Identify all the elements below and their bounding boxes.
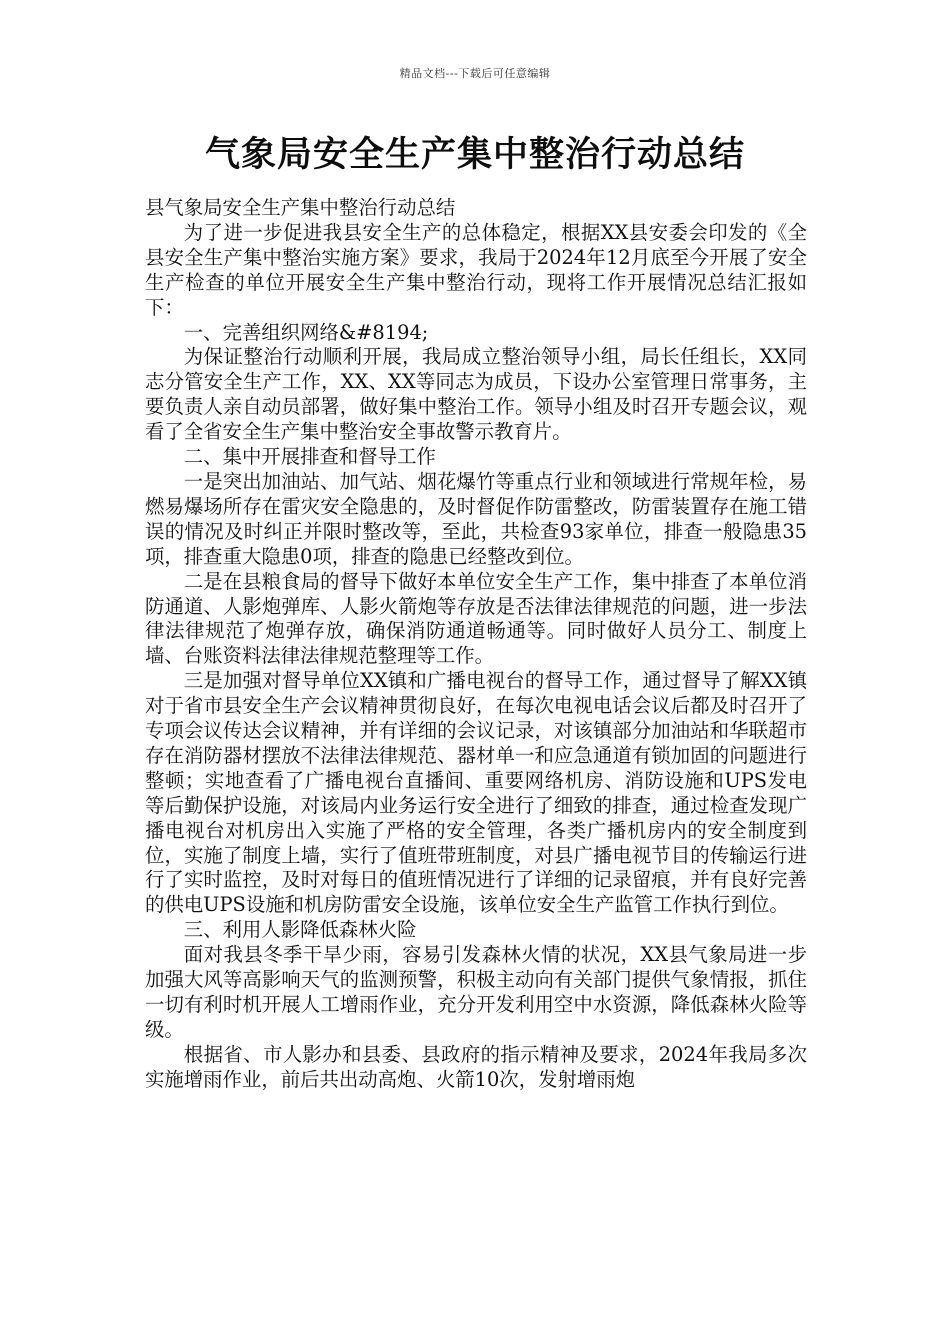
document-body bbox=[145, 196, 807, 1093]
section-heading-2: 二、集中开展排查和督导工作 bbox=[183, 445, 436, 469]
paragraph-inspection-1: 一是突出加油站、加气站、烟花爆竹等重点行业和领域进行常规年检，易燃易爆场所存在雷灾安全隐患的，及时督促作防雷整改，防雷装置存在施工错误的情况及时纠正并限时整改等，至此，共检查93家单位，排查一般隐患35项，排查重大隐患0项，排查的隐患已经整改到位。 bbox=[145, 469, 807, 568]
paragraph-inspection-2: 二是在县粮食局的督导下做好本单位安全生产工作，集中排查了本单位消防通道、人影炮弹库、人影火箭炮等存放是否法律法律规范的问题，进一步法律法律规范了炮弹存放，确保消防通道畅通等。同时做好人员分工、制度上墙、台账资料法律法律规范整理等工作。 bbox=[145, 569, 807, 668]
paragraph-organization: 为保证整治行动顺利开展，我局成立整治领导小组，局长任组长，XX同志分管安全生产工作，XX、XX等同志为成员，下设办公室管理日常事务，主要负责人亲自动员部署，做好集中整治工作。领导小组及时召开专题会议，观看了全省安全生产集中整治安全事故警示教育片。 bbox=[145, 345, 807, 444]
paragraph-intro: 为了进一步促进我县安全生产的总体稳定，根据XX县安委会印发的《全县安全生产集中整治实施方案》要求，我局于2024年12月底至今开展了安全生产检查的单位开展安全生产集中整治行动，现将工作开展情况总结汇报如下： bbox=[145, 220, 807, 319]
section-heading-1: 一、完善组织网络&#8194; bbox=[183, 320, 429, 344]
paragraph-rain-operations: 根据省、市人影办和县委、县政府的指示精神及要求，2024年我局多次实施增雨作业，前后共出动高炮、火箭10次，发射增雨炮 bbox=[145, 1042, 807, 1091]
document-title: 气象局安全生产集中整治行动总结 bbox=[204, 135, 745, 175]
paragraph-inspection-3: 三是加强对督导单位XX镇和广播电视台的督导工作，通过督导了解XX镇对于省市县安全生产会议精神贯彻良好，在每次电视电话会议后都及时召开了专项会议传达会议精神，并有详细的会议记录，对该镇部分加油站和华联超市存在消防器材摆放不法律法律规范、器材单一和应急通道有锁加固的问题进行整顿；实地查看了广播电视台直播间、重要网络机房、消防设施和UPS发电等后勤保护设施，对该局内业务运行安全进行了细致的排查，通过检查发现广播电视台对机房出入实施了严格的安全管理，各类广播机房内的安全制度到位，实施了制度上墙，实行了值班带班制度，对县广播电视节目的传输运行进行了实时监控，及时对每日的值班情况进行了详细的记录留痕，并有良好完善的供电UPS设施和机房防雷安全设施，该单位安全生产监管工作执行到位。 bbox=[145, 669, 807, 917]
document-subtitle: 县气象局安全生产集中整治行动总结 bbox=[145, 196, 456, 219]
header-note: 精品文档---下载后可任意编辑 bbox=[399, 67, 551, 80]
paragraph-fire-risk: 面对我县冬季干旱少雨，容易引发森林火情的状况，XX县气象局进一步加强大风等高影响天气的监测预警，积极主动向有关部门提供气象情报，抓住一切有利时机开展人工增雨作业，充分开发利用空中水资源，降低森林火险等级。 bbox=[145, 943, 807, 1041]
section-heading-3: 三、利用人影降低森林火险 bbox=[183, 918, 417, 942]
